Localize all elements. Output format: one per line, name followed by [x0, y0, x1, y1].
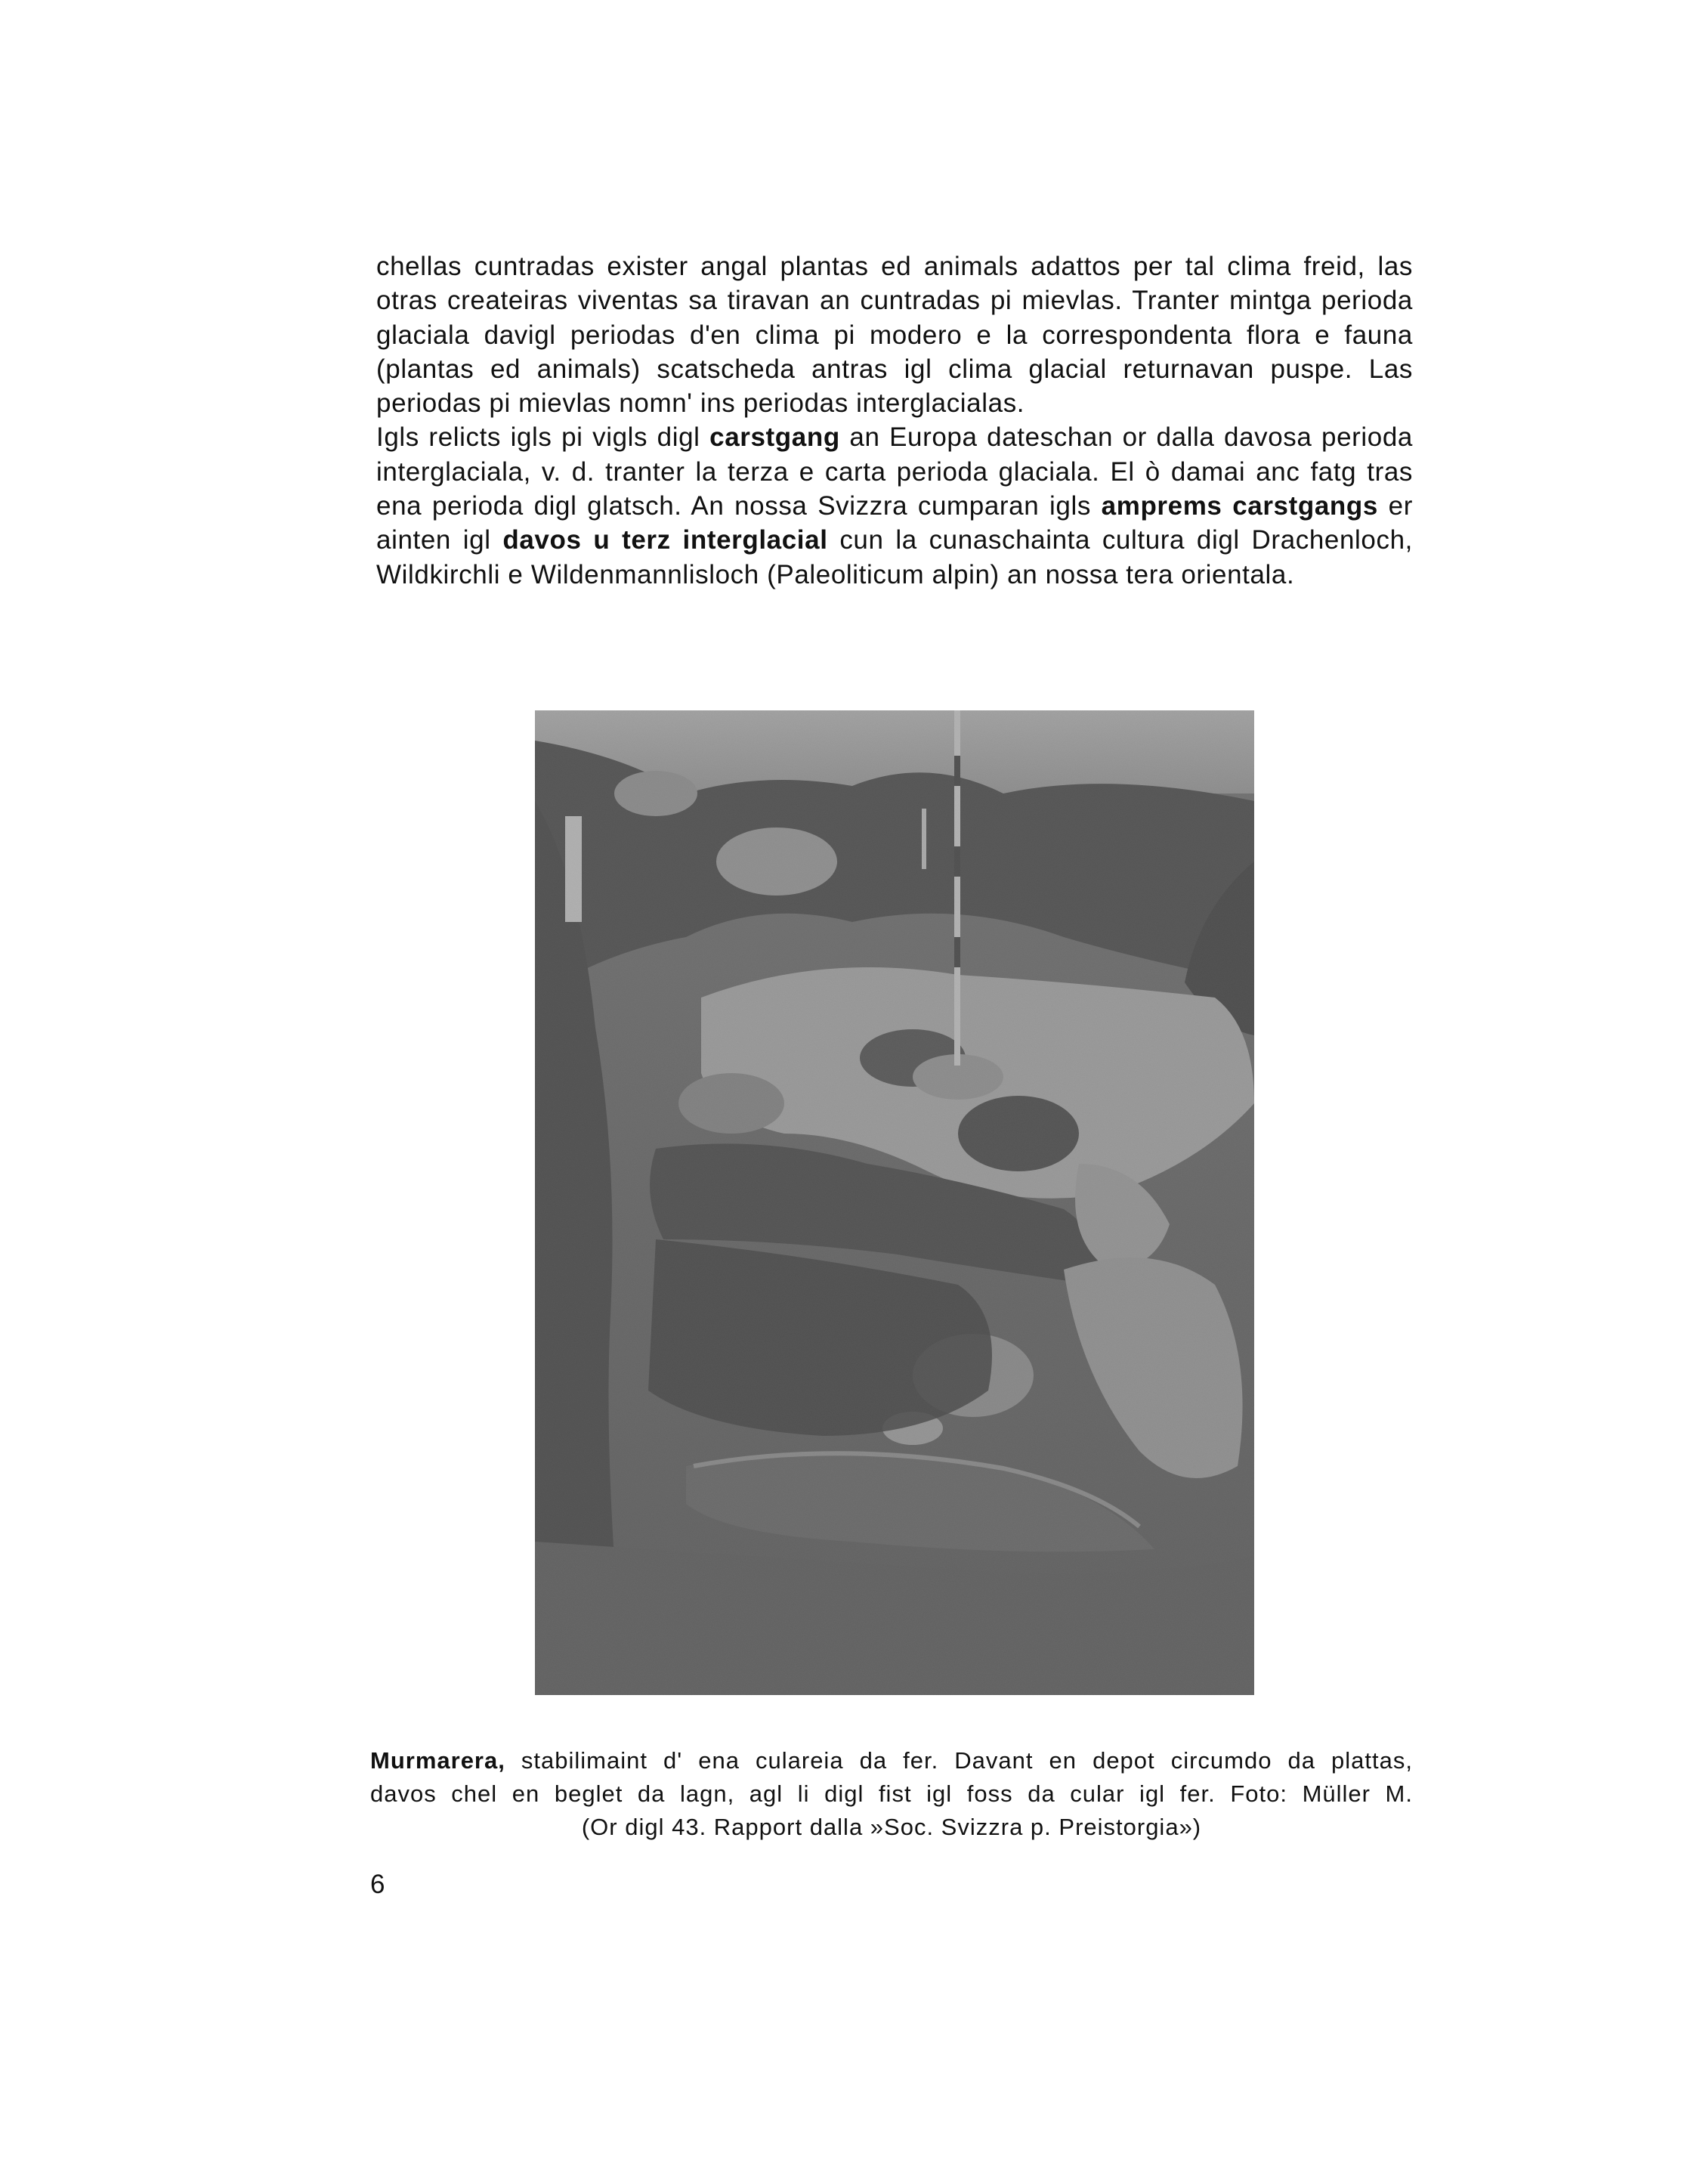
excavation-photo-drawing [535, 710, 1254, 1695]
caption-line-1 [370, 1744, 1413, 1777]
page-number: 6 [370, 1870, 385, 1899]
paragraph-2-part-c: an Europa dateschan or dalla davosa perioda interglaciala, v. d. tranter la terza e carta perioda glaciala. El ò damai anc fatg tras ena perioda digl glatsch. An nossa Svizzra cumparan igls [376, 422, 1414, 521]
caption-line-3: (Or digl 43. Rapport dalla »Soc. Svizzra p. Preistorgia») [581, 1814, 1202, 1840]
caption-title: Murmarera, [370, 1747, 505, 1774]
paragraph-2-part-g: cun la cunaschainta cultura digl Drachenloch, Wildkirchli e Wildenmannlisloch (Paleoliticum alpin) an nossa tera orientala. [376, 525, 1413, 589]
photo-caption [370, 1744, 1413, 1844]
term-amprems-carstgangs: amprems carstgangs [1101, 491, 1378, 521]
term-davos-interglacial: davos u terz interglacial [502, 525, 828, 555]
caption-line-2: davos chel en beglet da lagn, agl li digl fist igl foss da cular igl fer. Foto: Müller M. [370, 1780, 1413, 1807]
term-carstgang: carstgang [709, 422, 840, 453]
caption-line-1-text: stabilimaint d' ena culareia da fer. Davant en depot circumdo da plattas, [505, 1747, 1413, 1774]
paragraph-1: chellas cuntradas exister angal plantas ed animals adattos per tal clima freid, las otras createiras viventas sa tiravan an cuntradas pi mievlas. Tranter mintga perioda glaciala davigl periodas d'en clima pi modero e la correspondenta flora e fauna (plantas ed animals) scatscheda antras igl clima glacial returnavan puspe. Las periodas pi mievlas nomn' ins periodas interglacialas. [376, 252, 1413, 419]
paragraph-2 [376, 420, 1413, 591]
paragraph-2-part-e: er ainten igl [376, 491, 1413, 555]
excavation-photo [535, 710, 1254, 1695]
body-text [376, 249, 1413, 592]
paragraph-2-part-a: Igls relicts igls pi vigls digl [376, 422, 710, 453]
